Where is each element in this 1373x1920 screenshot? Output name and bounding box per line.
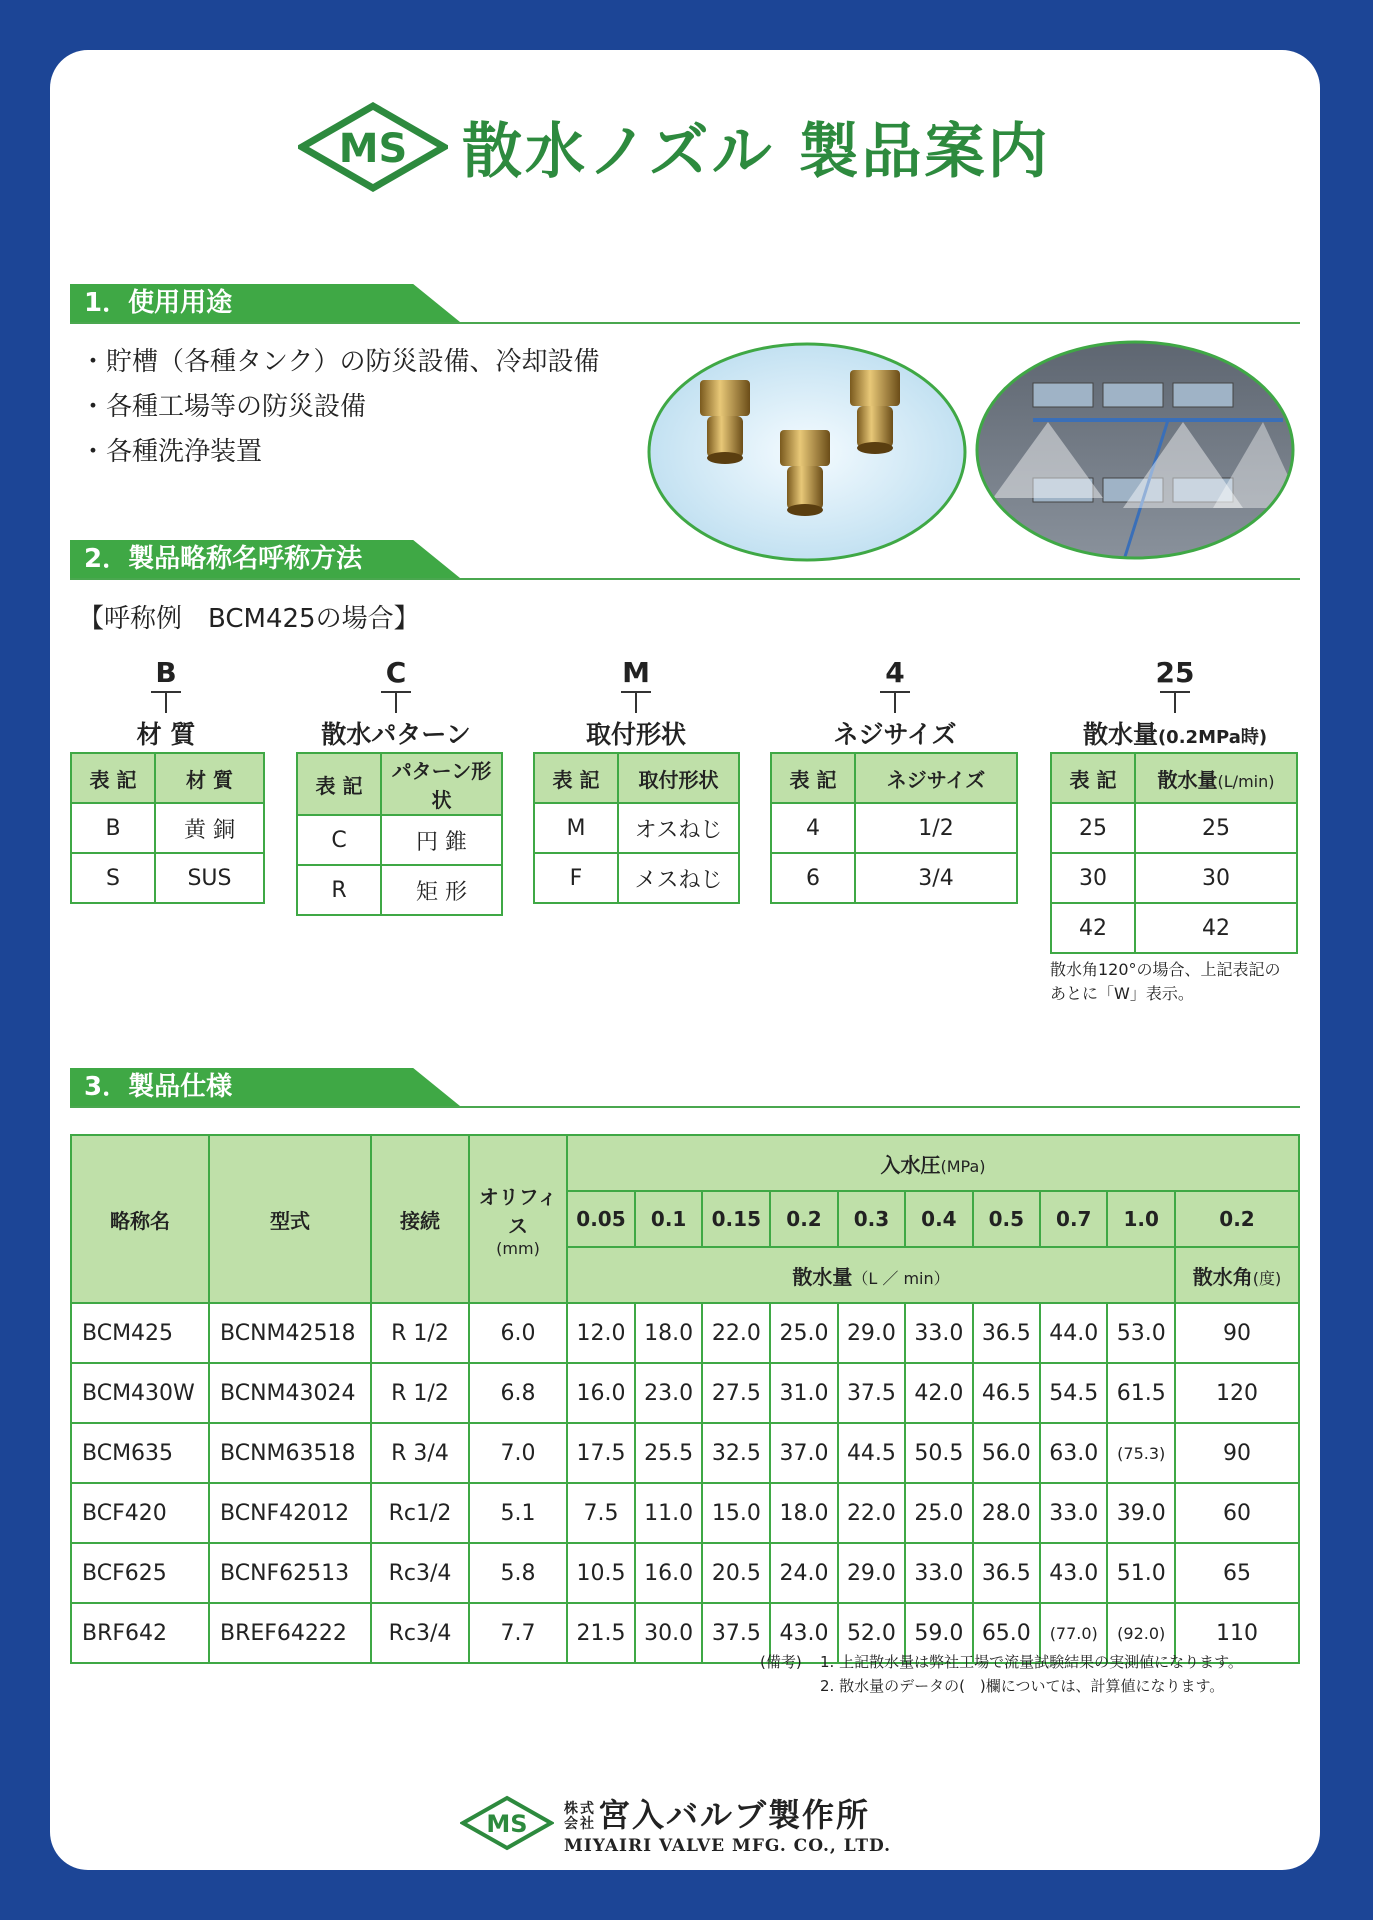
remarks: (備考) 1. 上記散水量は弊社工場で流量試験結果の実測値になります。 2. 散水量のデータの( )欄については、計算値になります。 [760, 1653, 1243, 1695]
table-row: M オスねじ [534, 803, 739, 853]
table-row: B 黄 銅 [71, 803, 264, 853]
table-cell: 44.0 [1040, 1303, 1107, 1363]
table-cell: 23.0 [635, 1363, 702, 1423]
table-cell: 7.0 [469, 1423, 567, 1483]
table-cell: 22.0 [838, 1483, 905, 1543]
list-item: ・ 貯槽（各種タンク）の防災設備、冷却設備 [80, 340, 600, 385]
table-row [71, 1483, 1299, 1543]
table-cell: R 1/2 [371, 1363, 469, 1423]
table-row: R 矩 形 [297, 865, 502, 915]
code-pattern: C 散水パターン [321, 656, 471, 749]
table-cell: 5.8 [469, 1543, 567, 1603]
table-cell: (77.0) [1040, 1603, 1107, 1663]
table-cell: 90 [1175, 1423, 1299, 1483]
table-cell: 33.0 [905, 1303, 972, 1363]
table-cell: 46.5 [973, 1363, 1040, 1423]
code-flow-rate: 25 散水量(0.2MPa時) [1082, 656, 1268, 749]
ms-logo-icon [460, 1795, 554, 1851]
table-row [71, 1423, 1299, 1483]
table-cell: BCM425 [71, 1303, 209, 1363]
table-cell: 59.0 [905, 1603, 972, 1663]
list-item: ・ 各種洗浄装置 [80, 430, 600, 475]
table-cell: 16.0 [567, 1363, 635, 1423]
flow-rate-table: 表 記 散水量(L/min) 25 25 30 30 42 42 [1050, 752, 1298, 954]
table-cell: 29.0 [838, 1543, 905, 1603]
table-cell: 31.0 [770, 1363, 837, 1423]
code-material: B 材 質 [136, 656, 196, 749]
spec-table: 略称名 型式 接続 オリフィス (mm) 入水圧(MPa) 0.05 0.1 0.15 0.2 0.3 0.4 0.5 0.7 1.0 0.2 散水量（L ／ min） 散水角(度) BCM425 BCNM42518 R 1/2 6.0 12.0 18.0 22.0 25.0 29.0 33.0 36.5 44.0 53.0 90 BCM430W BCNM43024 R 1/2 6.8 16.0 23.0 27.5 31.0 37.5 42.0 46.5 54.5 61.5 120 BCM635 BCNM63518 R 3/4 7.0 17.5 25.5 32.5 37.0 44.5 50.5 56.0 63.0 (75.3) 90 BCF420 BCNF42012 Rc1/2 5.1 7.5 11.0 15.0 18.0 22.0 25.0 28.0 33.0 39.0 60 BCF625 BCNF62513 Rc3/4 5.8 10.5 16.0 20.5 24.0 29.0 33.0 36.5 43.0 51.0 65 BRF642 BREF64222 Rc3/4 7.7 21.5 30.0 37.5 43.0 52.0 59.0 65.0 (77.0) (92.0) 110 [70, 1134, 1300, 1664]
table-cell: 37.0 [770, 1423, 837, 1483]
table-row: S SUS [71, 853, 264, 903]
table-cell: 50.5 [905, 1423, 972, 1483]
table-cell: 10.5 [567, 1543, 635, 1603]
table-cell: BCNM42518 [209, 1303, 371, 1363]
table-row: F メスねじ [534, 853, 739, 903]
table-cell: 16.0 [635, 1543, 702, 1603]
code-mounting: M 取付形状 [585, 656, 686, 749]
section-1-banner [70, 284, 1300, 324]
table-cell: 5.1 [469, 1483, 567, 1543]
section-1-title: 1．使用用途 [84, 288, 233, 318]
spray-installation-photo [973, 338, 1298, 563]
table-cell: 36.5 [973, 1543, 1040, 1603]
table-cell: BCNF62513 [209, 1543, 371, 1603]
table-cell: 33.0 [1040, 1483, 1107, 1543]
table-cell: 6.8 [469, 1363, 567, 1423]
pattern-table: 表 記 パターン形状 C 円 錐 R 矩 形 [296, 752, 503, 916]
table-row: 25 25 [1051, 803, 1297, 853]
table-cell: BREF64222 [209, 1603, 371, 1663]
section-3-banner [70, 1068, 1300, 1108]
table-cell: 120 [1175, 1363, 1299, 1423]
table-cell: 44.5 [838, 1423, 905, 1483]
page-title: 散水ノズル 製品案内 [462, 117, 1051, 187]
table-cell: BCM635 [71, 1423, 209, 1483]
table-cell: BCF625 [71, 1543, 209, 1603]
table-cell: 42.0 [905, 1363, 972, 1423]
table-row: 4 1/2 [771, 803, 1017, 853]
table-cell: BRF642 [71, 1603, 209, 1663]
company-footer [460, 1790, 891, 1856]
table-cell: 18.0 [635, 1303, 702, 1363]
naming-example-title: 【呼称例 BCM425の場合】 [78, 604, 420, 634]
svg-text:MS: MS [486, 1810, 528, 1838]
table-cell: 29.0 [838, 1303, 905, 1363]
page-header [298, 102, 1051, 192]
table-cell: BCNM43024 [209, 1363, 371, 1423]
table-cell: 24.0 [770, 1543, 837, 1603]
table-cell: 52.0 [838, 1603, 905, 1663]
svg-text:MS: MS [338, 126, 408, 172]
table-cell: 12.0 [567, 1303, 635, 1363]
angle-note: 散水角120°の場合、上記表記の あとに「W」表示。 [1050, 960, 1281, 1003]
list-item: ・ 各種工場等の防災設備 [80, 385, 600, 430]
table-cell: BCNF42012 [209, 1483, 371, 1543]
table-cell: 25.0 [770, 1303, 837, 1363]
table-cell: 32.5 [702, 1423, 770, 1483]
table-cell: 43.0 [1040, 1543, 1107, 1603]
table-cell: 61.5 [1107, 1363, 1175, 1423]
table-cell: 90 [1175, 1303, 1299, 1363]
table-row [71, 1303, 1299, 1363]
company-type: 株式会社 [564, 1801, 596, 1832]
table-cell: BCF420 [71, 1483, 209, 1543]
section-2-banner [70, 540, 1300, 580]
table-cell: 18.0 [770, 1483, 837, 1543]
table-cell: 65.0 [973, 1603, 1040, 1663]
table-cell: R 1/2 [371, 1303, 469, 1363]
table-row [71, 1543, 1299, 1603]
table-cell: 25.0 [905, 1483, 972, 1543]
mounting-table: 表 記 取付形状 M オスねじ F メスねじ [533, 752, 740, 904]
table-cell: 37.5 [838, 1363, 905, 1423]
table-cell: 63.0 [1040, 1423, 1107, 1483]
table-cell: R 3/4 [371, 1423, 469, 1483]
company-name: 宮入バルブ製作所 [598, 1796, 871, 1834]
table-cell: Rc1/2 [371, 1483, 469, 1543]
table-cell: (75.3) [1107, 1423, 1175, 1483]
table-cell: 53.0 [1107, 1303, 1175, 1363]
table-row: 42 42 [1051, 903, 1297, 953]
section-2-title: 2．製品略称名呼称方法 [84, 544, 363, 574]
table-cell: 60 [1175, 1483, 1299, 1543]
table-cell: 51.0 [1107, 1543, 1175, 1603]
table-cell: 37.5 [702, 1603, 770, 1663]
table-cell: (92.0) [1107, 1603, 1175, 1663]
table-cell: 36.5 [973, 1303, 1040, 1363]
code-thread-size: 4 ネジサイズ [833, 656, 957, 749]
table-row: C 円 錐 [297, 815, 502, 865]
ms-logo-icon [298, 102, 448, 192]
table-cell: 11.0 [635, 1483, 702, 1543]
table-cell: 39.0 [1107, 1483, 1175, 1543]
table-cell: 43.0 [770, 1603, 837, 1663]
table-cell: Rc3/4 [371, 1603, 469, 1663]
table-row [71, 1363, 1299, 1423]
table-cell: BCNM63518 [209, 1423, 371, 1483]
table-cell: 30.0 [635, 1603, 702, 1663]
table-cell: 22.0 [702, 1303, 770, 1363]
table-row: 6 3/4 [771, 853, 1017, 903]
table-cell: 6.0 [469, 1303, 567, 1363]
table-cell: 20.5 [702, 1543, 770, 1603]
table-cell: 7.5 [567, 1483, 635, 1543]
table-row: 30 30 [1051, 853, 1297, 903]
table-cell: 21.5 [567, 1603, 635, 1663]
table-cell: Rc3/4 [371, 1543, 469, 1603]
company-name-en: MIYAIRI VALVE MFG. CO., LTD. [564, 1836, 892, 1856]
usage-list [80, 340, 600, 475]
table-cell: 65 [1175, 1543, 1299, 1603]
table-cell: 27.5 [702, 1363, 770, 1423]
section-3-title: 3．製品仕様 [84, 1072, 233, 1102]
table-cell: 7.7 [469, 1603, 567, 1663]
table-cell: 15.0 [702, 1483, 770, 1543]
table-cell: BCM430W [71, 1363, 209, 1423]
table-cell: 17.5 [567, 1423, 635, 1483]
table-cell: 33.0 [905, 1543, 972, 1603]
thread-size-table: 表 記 ネジサイズ 4 1/2 6 3/4 [770, 752, 1018, 904]
table-cell: 56.0 [973, 1423, 1040, 1483]
table-cell: 28.0 [973, 1483, 1040, 1543]
table-cell: 25.5 [635, 1423, 702, 1483]
table-cell: 110 [1175, 1603, 1299, 1663]
table-cell: 54.5 [1040, 1363, 1107, 1423]
nozzle-product-photo [645, 340, 970, 565]
material-table: 表 記 材 質 B 黄 銅 S SUS [70, 752, 265, 904]
